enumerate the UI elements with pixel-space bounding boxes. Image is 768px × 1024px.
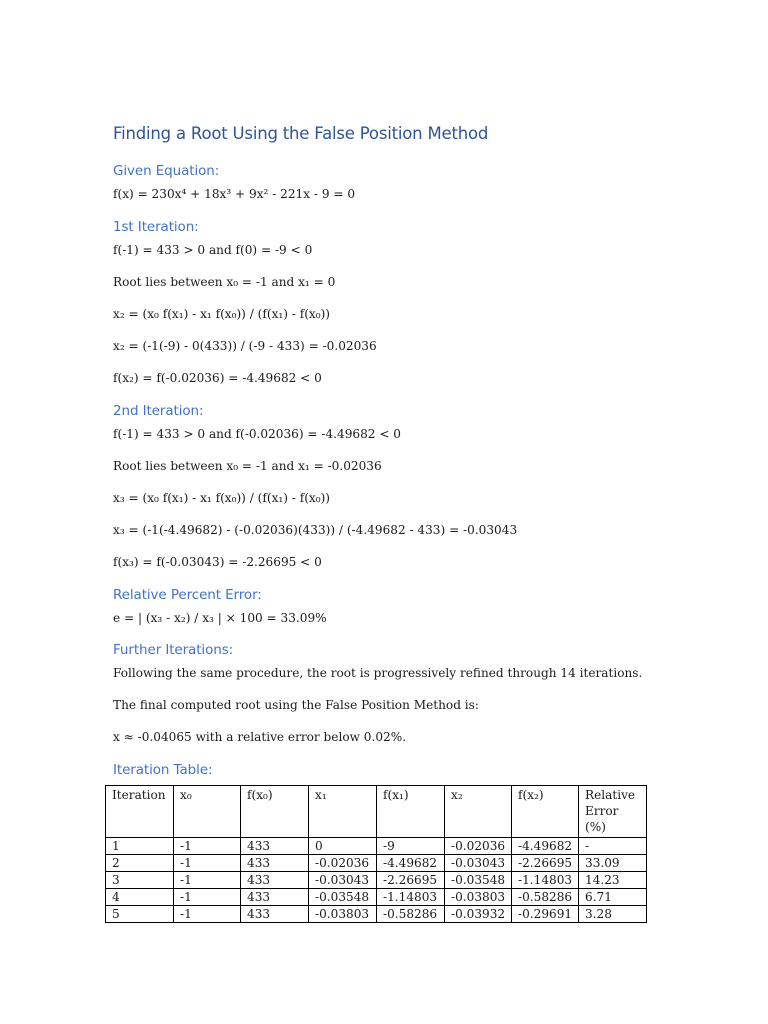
table-row — [106, 872, 647, 889]
table-cell: -1 — [174, 872, 241, 889]
table-cell: 433 — [241, 889, 309, 906]
table-cell: -0.29691 — [512, 906, 579, 923]
table-cell: -4.49682 — [377, 855, 445, 872]
table-cell: -1.14803 — [512, 872, 579, 889]
table-cell: -0.03043 — [309, 872, 377, 889]
iteration-2-line: f(-1) = 433 > 0 and f(-0.02036) = -4.49682 < 0 — [113, 427, 401, 441]
table-cell: 14.23 — [579, 872, 647, 889]
table-cell: -4.49682 — [512, 838, 579, 855]
table-cell: -0.02036 — [445, 838, 512, 855]
given-equation-heading: Given Equation: — [113, 163, 220, 179]
table-row — [106, 906, 647, 923]
table-cell: 433 — [241, 906, 309, 923]
table-cell: -0.58286 — [377, 906, 445, 923]
table-cell: -1 — [174, 906, 241, 923]
table-cell: -0.03803 — [309, 906, 377, 923]
table-cell: 433 — [241, 855, 309, 872]
table-cell: 33.09 — [579, 855, 647, 872]
column-header-fx1: f(x₁) — [377, 786, 445, 838]
column-header-x0: x₀ — [174, 786, 241, 838]
iteration-table — [105, 785, 647, 923]
table-cell: -0.03932 — [445, 906, 512, 923]
table-cell: 3.28 — [579, 906, 647, 923]
table-cell: -0.03043 — [445, 855, 512, 872]
page-title: Finding a Root Using the False Position Method — [113, 124, 489, 143]
column-header-fx2: f(x₂) — [512, 786, 579, 838]
iteration-1-heading: 1st Iteration: — [113, 219, 199, 235]
table-cell: 5 — [106, 906, 174, 923]
table-cell: 4 — [106, 889, 174, 906]
table-cell: -0.03548 — [309, 889, 377, 906]
table-cell: -2.26695 — [377, 872, 445, 889]
table-cell: -1.14803 — [377, 889, 445, 906]
column-header-x1: x₁ — [309, 786, 377, 838]
iteration-1-line: x₂ = (x₀ f(x₁) - x₁ f(x₀)) / (f(x₁) - f(x₀)) — [113, 307, 331, 321]
table-cell: 2 — [106, 855, 174, 872]
table-cell: -0.02036 — [309, 855, 377, 872]
table-cell: -1 — [174, 889, 241, 906]
table-header-row — [106, 786, 647, 838]
column-header-iteration: Iteration — [106, 786, 174, 838]
iteration-2-line: f(x₃) = f(-0.03043) = -2.26695 < 0 — [113, 555, 322, 569]
table-cell: -0.03803 — [445, 889, 512, 906]
final-root-line: x ≈ -0.04065 with a relative error below 0.02%. — [113, 730, 407, 744]
iteration-2-line: x₃ = (x₀ f(x₁) - x₁ f(x₀)) / (f(x₁) - f(x₀)) — [113, 491, 331, 505]
table-row — [106, 889, 647, 906]
table-cell: - — [579, 838, 647, 855]
table-row — [106, 855, 647, 872]
table-cell: -2.26695 — [512, 855, 579, 872]
iteration-1-line: x₂ = (-1(-9) - 0(433)) / (-9 - 433) = -0.02036 — [113, 339, 377, 353]
table-cell: -0.03548 — [445, 872, 512, 889]
table-cell: -1 — [174, 838, 241, 855]
iteration-1-line: f(x₂) = f(-0.02036) = -4.49682 < 0 — [113, 371, 322, 385]
iteration-2-heading: 2nd Iteration: — [113, 403, 204, 419]
table-cell: -1 — [174, 855, 241, 872]
table-cell: 1 — [106, 838, 174, 855]
table-cell: -0.58286 — [512, 889, 579, 906]
further-iterations-line: The final computed root using the False Position Method is: — [113, 698, 479, 712]
iteration-2-line: x₃ = (-1(-4.49682) - (-0.02036)(433)) / (-4.49682 - 433) = -0.03043 — [113, 523, 518, 537]
table-cell: 6.71 — [579, 889, 647, 906]
further-iterations-heading: Further Iterations: — [113, 642, 234, 658]
table-cell: -9 — [377, 838, 445, 855]
column-header-x2: x₂ — [445, 786, 512, 838]
iteration-1-line: f(-1) = 433 > 0 and f(0) = -9 < 0 — [113, 243, 313, 257]
column-header-fx0: f(x₀) — [241, 786, 309, 838]
column-header-relative-error: Relative Error (%) — [579, 786, 647, 838]
iteration-1-line: Root lies between x₀ = -1 and x₁ = 0 — [113, 275, 336, 289]
table-cell: 3 — [106, 872, 174, 889]
given-equation: f(x) = 230x⁴ + 18x³ + 9x² - 221x - 9 = 0 — [113, 187, 356, 201]
table-row — [106, 838, 647, 855]
iteration-table-heading: Iteration Table: — [113, 762, 213, 778]
table-cell: 433 — [241, 838, 309, 855]
table-cell: 0 — [309, 838, 377, 855]
relative-error-heading: Relative Percent Error: — [113, 587, 262, 603]
table-cell: 433 — [241, 872, 309, 889]
iteration-2-line: Root lies between x₀ = -1 and x₁ = -0.02036 — [113, 459, 382, 473]
relative-error-formula: e = | (x₃ - x₂) / x₃ | × 100 = 33.09% — [113, 611, 327, 625]
further-iterations-line: Following the same procedure, the root is progressively refined through 14 iterations. — [113, 666, 643, 680]
